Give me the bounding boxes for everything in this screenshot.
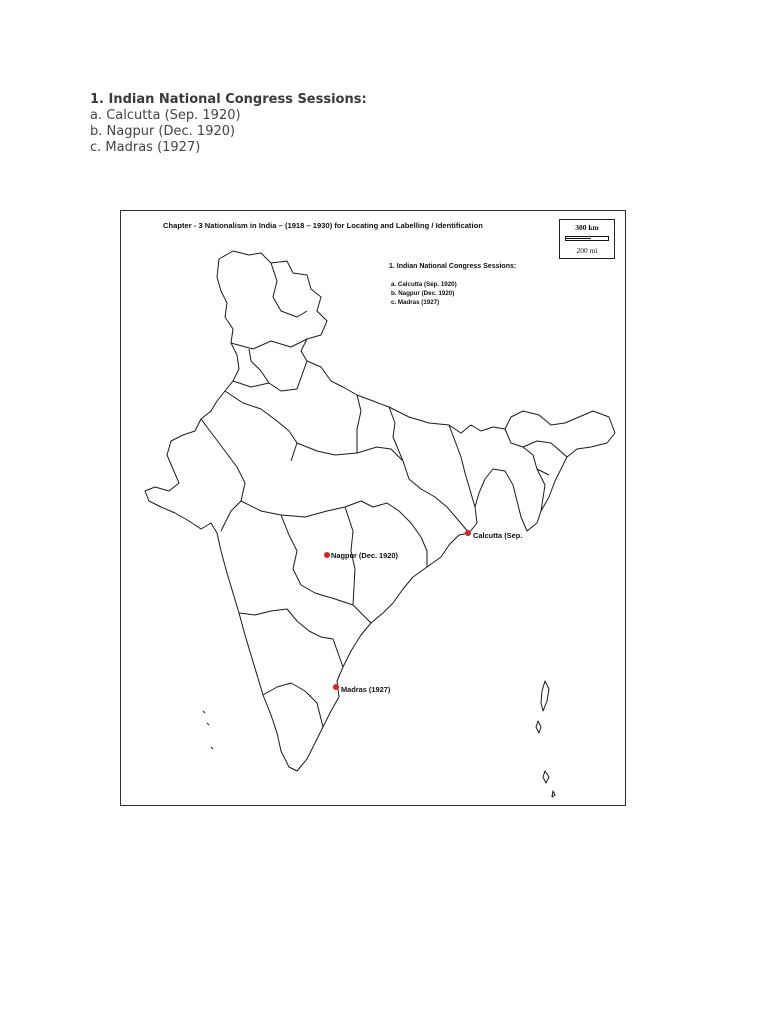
document-heading: 1. Indian National Congress Sessions: — [90, 92, 367, 107]
calcutta-label: Calcutta (Sep. — [473, 531, 523, 540]
scale-mi-label: 200 mi — [576, 246, 598, 255]
calcutta-marker — [465, 530, 471, 536]
legend-item-madras: c. Madras (1927) — [391, 299, 440, 306]
document-item-calcutta: a. Calcutta (Sep. 1920) — [90, 108, 241, 123]
legend-item-calcutta: a. Calcutta (Sep. 1920) — [391, 281, 457, 288]
madras-marker — [333, 684, 339, 690]
legend-item-nagpur: b. Nagpur (Dec. 1920) — [391, 290, 455, 297]
scale-km-label: 300 km — [575, 223, 599, 232]
map-title: Chapter - 3 Nationalism in India – (1918 – 1930) for Locating and Labelling / Identification — [163, 221, 483, 230]
nagpur-marker — [324, 552, 330, 558]
india-outline-map — [121, 211, 624, 804]
document-item-nagpur: b. Nagpur (Dec. 1920) — [90, 124, 236, 139]
document-text — [90, 92, 367, 156]
document-item-madras: c. Madras (1927) — [90, 140, 201, 155]
legend-heading: 1. Indian National Congress Sessions: — [389, 263, 517, 270]
nagpur-label: Nagpur (Dec. 1920) — [331, 551, 398, 560]
india-map-figure — [120, 210, 626, 806]
madras-label: Madras (1927) — [341, 685, 391, 694]
